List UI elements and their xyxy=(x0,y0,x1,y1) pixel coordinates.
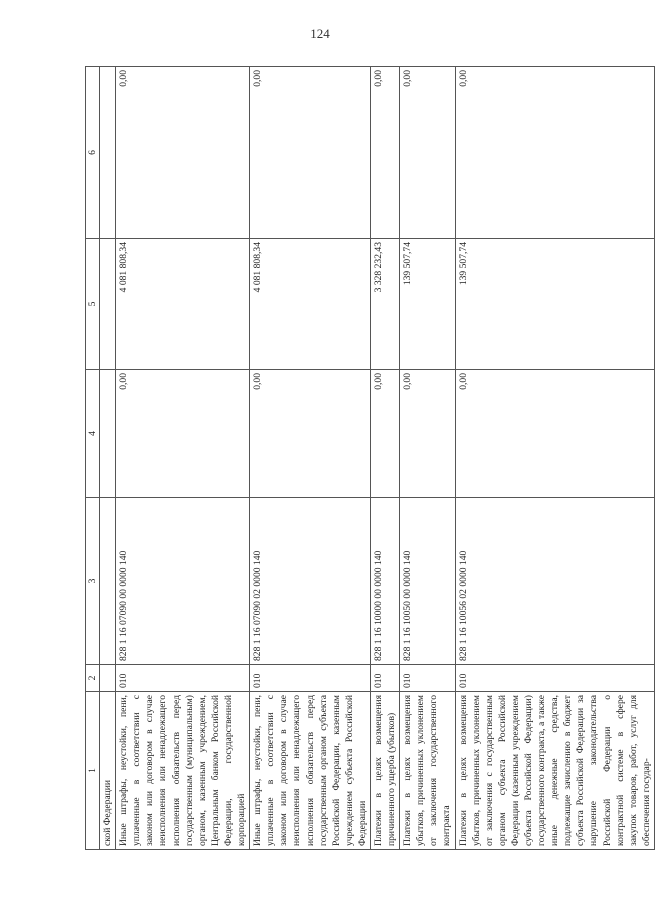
empty-cell xyxy=(100,239,116,370)
page-number: 124 xyxy=(310,26,330,41)
table-row xyxy=(455,67,654,850)
row-line-code: 010 xyxy=(250,665,371,692)
row-value-4: 0,00 xyxy=(250,370,371,498)
row-value-6: 0,00 xyxy=(400,67,455,239)
row-value-5: 3 328 232,43 xyxy=(370,239,399,370)
row-value-5: 139 507,74 xyxy=(400,239,455,370)
rotated-table-container xyxy=(85,67,652,850)
row-value-6: 0,00 xyxy=(250,67,371,239)
row-budget-code: 828 1 16 10000 00 0000 140 xyxy=(370,498,399,665)
column-header-3: 3 xyxy=(86,498,100,665)
row-value-5: 4 081 808,34 xyxy=(250,239,371,370)
table-row xyxy=(370,67,399,850)
row-line-code: 010 xyxy=(455,665,654,692)
empty-cell xyxy=(100,665,116,692)
row-description: Иные штрафы, неустойки, пени, уплаченные в соответствии с законом или договором в случае неисполнения или ненадлежащего исполнения обязательств перед государственным органом субъекта Российской Федерации, казенным учреждением субъекта Российской Федерации xyxy=(250,692,371,850)
row-value-4: 0,00 xyxy=(370,370,399,498)
table-row xyxy=(116,67,250,850)
row-value-4: 0,00 xyxy=(400,370,455,498)
row-description: Платежи в целях возмещения убытков, причиненных уклонением от заключения государственного контракта xyxy=(400,692,455,850)
continuation-text: ской Федерации xyxy=(100,692,116,850)
table-row xyxy=(250,67,371,850)
row-description: Платежи в целях возмещения причиненного ущерба (убытков) xyxy=(370,692,399,850)
row-description: Платежи в целях возмещения убытков, причиненных уклонением от заключения с государственным органом субъекта Российской Федерации (казенным учреждением субъекта Российской Федерации) государственного контракта, а также иные денежные средства, подлежащие зачислению в бюджет субъекта Российской Федерации за нарушение законодательства Российской Федерации о контрактной системе в сфере закупок товаров, работ, услуг для обеспечения государ- xyxy=(455,692,654,850)
revenue-table xyxy=(85,66,655,850)
empty-cell xyxy=(100,67,116,239)
row-budget-code: 828 1 16 10056 02 0000 140 xyxy=(455,498,654,665)
empty-cell xyxy=(100,370,116,498)
column-header-6: 6 xyxy=(86,67,100,239)
row-budget-code: 828 1 16 10050 00 0000 140 xyxy=(400,498,455,665)
table-row xyxy=(400,67,455,850)
row-value-6: 0,00 xyxy=(455,67,654,239)
column-number-row xyxy=(86,67,100,850)
row-line-code: 010 xyxy=(400,665,455,692)
row-value-6: 0,00 xyxy=(116,67,250,239)
row-budget-code: 828 1 16 07090 02 0000 140 xyxy=(250,498,371,665)
row-line-code: 010 xyxy=(370,665,399,692)
column-header-1: 1 xyxy=(86,692,100,850)
row-value-4: 0,00 xyxy=(116,370,250,498)
row-value-6: 0,00 xyxy=(370,67,399,239)
column-header-5: 5 xyxy=(86,239,100,370)
row-budget-code: 828 1 16 07090 00 0000 140 xyxy=(116,498,250,665)
column-header-4: 4 xyxy=(86,370,100,498)
empty-cell xyxy=(100,498,116,665)
row-description: Иные штрафы, неустойки, пени, уплаченные в соответствии с законом или договором в случае неисполнения или ненадлежащего исполнения обязательств перед государственным (муниципальным) органом, казенным учреждением, Центральным банком Российской Федерации, государственной корпорацией xyxy=(116,692,250,850)
column-header-2: 2 xyxy=(86,665,100,692)
row-line-code: 010 xyxy=(116,665,250,692)
row-value-5: 139 507,74 xyxy=(455,239,654,370)
row-value-4: 0,00 xyxy=(455,370,654,498)
continuation-row xyxy=(100,67,116,850)
row-value-5: 4 081 808,34 xyxy=(116,239,250,370)
